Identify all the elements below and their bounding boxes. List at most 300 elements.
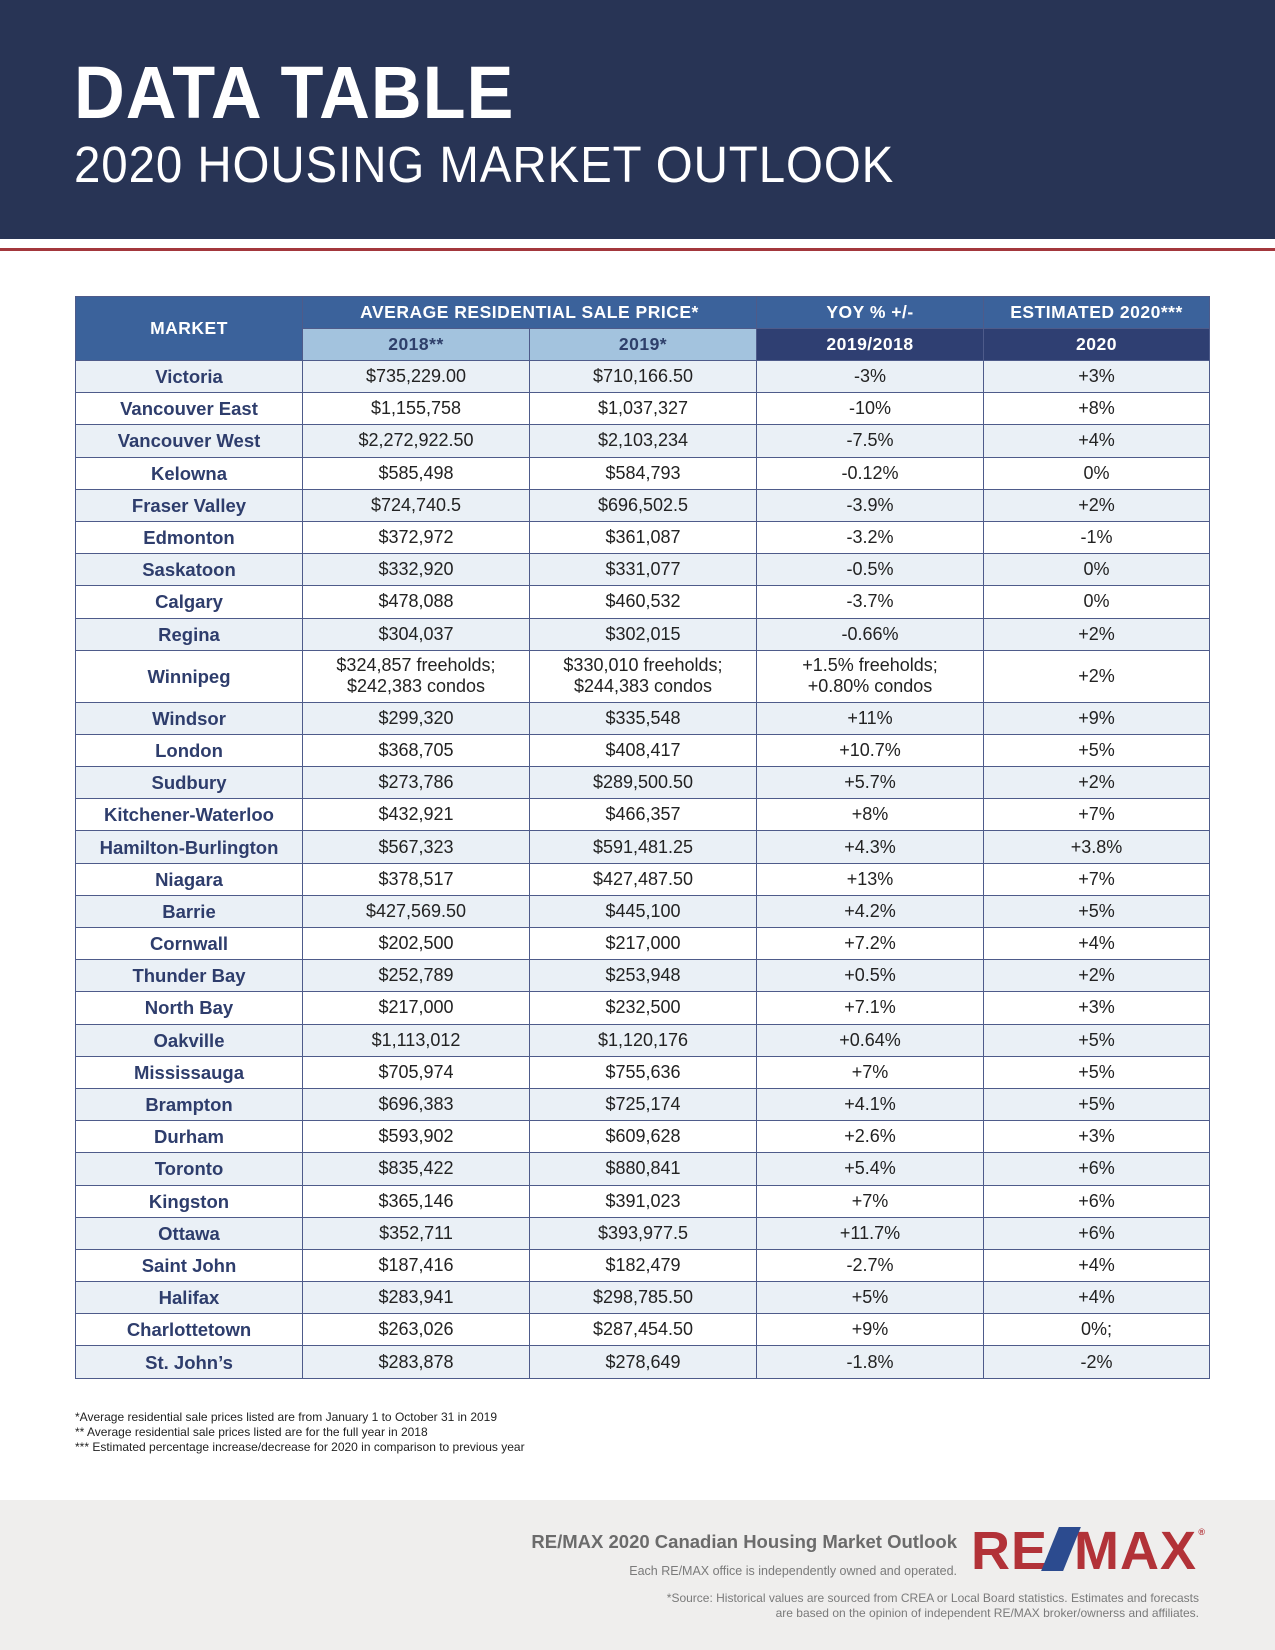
header-avg-price: AVERAGE RESIDENTIAL SALE PRICE* xyxy=(303,297,757,329)
estimate-2020-cell-text: 0%; xyxy=(1080,1319,1113,1340)
market-cell xyxy=(76,521,303,553)
price-2019-cell-text: $408,417 xyxy=(605,739,681,760)
estimate-2020-cell-text: +5% xyxy=(1078,1094,1115,1115)
price-2018-cell xyxy=(303,554,530,586)
market-cell xyxy=(76,1314,303,1346)
yoy-change-cell-text: +9% xyxy=(851,1319,889,1340)
yoy-change-cell xyxy=(757,618,984,650)
price-2019-cell xyxy=(530,734,757,766)
estimate-2020-cell xyxy=(984,863,1210,895)
price-2019-cell xyxy=(530,1088,757,1120)
price-2018-cell xyxy=(303,1088,530,1120)
yoy-change-cell xyxy=(757,799,984,831)
estimate-2020-cell xyxy=(984,618,1210,650)
table-row xyxy=(76,895,1210,927)
price-2019-cell xyxy=(530,650,757,702)
price-2019-cell-text: $725,174 xyxy=(605,1094,681,1115)
price-2019-cell-text: $302,015 xyxy=(605,623,681,644)
yoy-change-cell xyxy=(757,1314,984,1346)
price-2019-cell xyxy=(530,393,757,425)
table-row xyxy=(76,489,1210,521)
table-row xyxy=(76,618,1210,650)
market-cell xyxy=(76,1185,303,1217)
table-row xyxy=(76,650,1210,702)
table-row xyxy=(76,1056,1210,1088)
price-2018-cell-text: $585,498 xyxy=(378,462,454,483)
price-2019-cell-text: $710,166.50 xyxy=(592,366,694,387)
yoy-change-cell-text: +11% xyxy=(847,707,893,728)
market-cell xyxy=(76,1056,303,1088)
price-2018-cell xyxy=(303,361,530,393)
price-2019-cell-text: $591,481.25 xyxy=(592,836,694,857)
estimate-2020-cell-text: +3% xyxy=(1078,366,1115,387)
price-2018-cell xyxy=(303,767,530,799)
yoy-change-cell-text: -7.5% xyxy=(846,430,894,451)
estimate-2020-cell xyxy=(984,1121,1210,1153)
estimate-2020-cell xyxy=(984,702,1210,734)
market-cell-text: Toronto xyxy=(154,1158,224,1180)
yoy-change-cell-text: +7% xyxy=(851,1190,889,1211)
market-cell-text: Ottawa xyxy=(158,1222,220,1244)
estimate-2020-cell xyxy=(984,1249,1210,1281)
footer-tagline: Each RE/MAX office is independently owned and operated. xyxy=(629,1564,957,1578)
market-cell-text: Kingston xyxy=(148,1190,230,1212)
price-2019-cell-text: $427,487.50 xyxy=(592,868,694,889)
market-cell-text: Mississauga xyxy=(133,1061,245,1083)
price-2018-cell xyxy=(303,1185,530,1217)
estimate-2020-cell-text: +5% xyxy=(1078,1061,1115,1082)
price-2018-cell-text: $332,920 xyxy=(378,559,454,580)
estimate-2020-cell xyxy=(984,393,1210,425)
market-cell-text: Cornwall xyxy=(149,933,229,955)
yoy-change-cell xyxy=(757,554,984,586)
estimate-2020-cell-text: +6% xyxy=(1078,1222,1115,1243)
price-2018-cell-text: $273,786 xyxy=(378,772,454,793)
price-2018-cell xyxy=(303,650,530,702)
yoy-change-cell xyxy=(757,1024,984,1056)
estimate-2020-cell xyxy=(984,1185,1210,1217)
yoy-change-cell-text: -3.7% xyxy=(846,591,894,612)
price-2018-cell-text: $478,088 xyxy=(378,591,454,612)
price-2019-cell-text: $330,010 freeholds; xyxy=(563,655,723,676)
page-header-banner xyxy=(0,0,1275,239)
estimate-2020-cell-text: +5% xyxy=(1078,900,1115,921)
yoy-change-cell-text-secondary: +0.80% condos xyxy=(807,676,933,697)
estimate-2020-cell xyxy=(984,1282,1210,1314)
yoy-change-cell-text: +7% xyxy=(851,1061,889,1082)
yoy-change-cell xyxy=(757,928,984,960)
yoy-change-cell xyxy=(757,650,984,702)
estimate-2020-cell-text: 0% xyxy=(1083,559,1110,580)
market-cell-text: St. John’s xyxy=(145,1351,233,1373)
estimate-2020-cell xyxy=(984,1056,1210,1088)
market-cell xyxy=(76,425,303,457)
price-2019-cell xyxy=(530,361,757,393)
market-cell xyxy=(76,767,303,799)
table-row xyxy=(76,425,1210,457)
market-cell-text: Halifax xyxy=(158,1287,220,1309)
market-cell-text: Charlottetown xyxy=(126,1319,252,1341)
estimate-2020-cell-text: +3% xyxy=(1078,997,1115,1018)
yoy-change-cell-text: +5.7% xyxy=(844,772,896,793)
price-2019-cell xyxy=(530,928,757,960)
price-2018-cell xyxy=(303,960,530,992)
estimate-2020-cell-text: +3% xyxy=(1078,1126,1115,1147)
estimate-2020-cell-text: -2% xyxy=(1080,1351,1113,1372)
price-2019-cell xyxy=(530,1185,757,1217)
estimate-2020-cell xyxy=(984,361,1210,393)
yoy-change-cell-text: +7.2% xyxy=(844,933,896,954)
estimate-2020-cell-text: +4% xyxy=(1078,1254,1115,1275)
market-cell xyxy=(76,992,303,1024)
estimate-2020-cell xyxy=(984,992,1210,1024)
estimate-2020-cell-text: +4% xyxy=(1078,933,1115,954)
footnote: *** Estimated percentage increase/decrease for 2020 in comparison to previous year xyxy=(75,1440,525,1454)
yoy-change-cell-text: -0.5% xyxy=(846,559,894,580)
price-2019-cell xyxy=(530,1121,757,1153)
yoy-change-cell xyxy=(757,767,984,799)
price-2018-cell-text: $1,155,758 xyxy=(370,398,462,419)
table-row xyxy=(76,1153,1210,1185)
market-cell-text: Vancouver East xyxy=(120,398,258,420)
estimate-2020-cell xyxy=(984,489,1210,521)
price-2018-cell xyxy=(303,1217,530,1249)
price-2018-cell xyxy=(303,831,530,863)
estimate-2020-cell-text: +8% xyxy=(1078,398,1115,419)
price-2018-cell-text: $263,026 xyxy=(378,1319,454,1340)
header-divider xyxy=(0,248,1275,251)
estimate-2020-cell-text: +2% xyxy=(1078,494,1115,515)
price-2019-cell-text: $755,636 xyxy=(605,1061,681,1082)
price-2019-cell-text: $609,628 xyxy=(605,1126,681,1147)
market-cell-text: Thunder Bay xyxy=(132,965,246,987)
price-2019-cell-text: $696,502.5 xyxy=(597,494,689,515)
price-2018-cell-text: $735,229.00 xyxy=(365,366,467,387)
yoy-change-cell-text: +11.7% xyxy=(839,1222,901,1243)
market-cell xyxy=(76,650,303,702)
table-row xyxy=(76,1024,1210,1056)
price-2019-cell xyxy=(530,863,757,895)
price-2018-cell-text: $835,422 xyxy=(378,1158,454,1179)
yoy-change-cell xyxy=(757,1249,984,1281)
yoy-change-cell xyxy=(757,992,984,1024)
price-2019-cell-text: $445,100 xyxy=(605,900,681,921)
market-cell xyxy=(76,960,303,992)
price-2018-cell-text: $372,972 xyxy=(378,527,454,548)
price-2019-cell xyxy=(530,767,757,799)
price-2018-cell xyxy=(303,1346,530,1378)
price-2018-cell-text: $378,517 xyxy=(378,868,454,889)
estimate-2020-cell xyxy=(984,650,1210,702)
yoy-change-cell xyxy=(757,1346,984,1378)
market-cell xyxy=(76,702,303,734)
market-cell-text: Windsor xyxy=(152,707,226,729)
header-yoy: YOY % +/- xyxy=(757,297,984,329)
page-footer xyxy=(0,1500,1275,1650)
yoy-change-cell xyxy=(757,1088,984,1120)
price-2018-cell-text: $365,146 xyxy=(378,1190,454,1211)
price-2019-cell-text: $1,037,327 xyxy=(597,398,689,419)
price-2018-cell xyxy=(303,895,530,927)
footnote: *Average residential sale prices listed are from January 1 to October 31 in 2019 xyxy=(75,1410,498,1424)
table-row xyxy=(76,1217,1210,1249)
price-2019-cell-text: $584,793 xyxy=(605,462,681,483)
price-2019-cell-text: $287,454.50 xyxy=(592,1319,694,1340)
price-2019-cell-text: $182,479 xyxy=(605,1254,681,1275)
market-cell xyxy=(76,1249,303,1281)
price-2019-cell-text: $232,500 xyxy=(605,997,681,1018)
market-cell xyxy=(76,1121,303,1153)
market-cell-text: Durham xyxy=(154,1126,224,1148)
price-2019-cell xyxy=(530,1346,757,1378)
table-row xyxy=(76,831,1210,863)
price-2018-cell xyxy=(303,586,530,618)
source-line: are based on the opinion of independent RE/MAX broker/ownerss and affiliates. xyxy=(775,1606,1199,1620)
yoy-change-cell xyxy=(757,489,984,521)
market-cell xyxy=(76,831,303,863)
market-cell xyxy=(76,554,303,586)
price-2018-cell xyxy=(303,457,530,489)
yoy-change-cell xyxy=(757,960,984,992)
price-2018-cell xyxy=(303,1024,530,1056)
market-cell xyxy=(76,734,303,766)
estimate-2020-cell-text: +4% xyxy=(1078,1287,1115,1308)
estimate-2020-cell-text: +7% xyxy=(1078,868,1115,889)
estimate-2020-cell-text: 0% xyxy=(1083,462,1110,483)
table-row xyxy=(76,457,1210,489)
price-2019-cell-text: $361,087 xyxy=(605,527,681,548)
market-cell-text: Regina xyxy=(158,623,220,645)
price-2018-cell-text: $593,902 xyxy=(378,1126,454,1147)
market-cell-text: Calgary xyxy=(155,591,223,613)
market-cell xyxy=(76,489,303,521)
registered-trademark-icon: ® xyxy=(1198,1527,1206,1537)
subheader-yoy: 2019/2018 xyxy=(757,329,984,361)
yoy-change-cell-text: +13% xyxy=(846,868,894,889)
yoy-change-cell xyxy=(757,734,984,766)
footnote: ** Average residential sale prices listed are for the full year in 2018 xyxy=(75,1425,428,1439)
market-cell-text: Kelowna xyxy=(150,462,228,484)
estimate-2020-cell-text: +4% xyxy=(1078,430,1115,451)
table-row xyxy=(76,1346,1210,1378)
footer-source-note xyxy=(499,1591,1199,1621)
table-row xyxy=(76,393,1210,425)
market-cell xyxy=(76,863,303,895)
price-2018-cell-text: $299,320 xyxy=(378,707,454,728)
table-row xyxy=(76,734,1210,766)
table-row xyxy=(76,992,1210,1024)
market-cell xyxy=(76,1217,303,1249)
table-row xyxy=(76,586,1210,618)
price-2019-cell xyxy=(530,831,757,863)
remax-logo xyxy=(970,1521,1206,1581)
price-2018-cell-text: $368,705 xyxy=(378,739,454,760)
price-2018-cell-text: $324,857 freeholds; xyxy=(336,655,496,676)
price-2019-cell-text: $2,103,234 xyxy=(597,430,689,451)
table-row xyxy=(76,1088,1210,1120)
estimate-2020-cell-text: +3.8% xyxy=(1070,836,1123,857)
estimate-2020-cell xyxy=(984,554,1210,586)
subheader-2019: 2019* xyxy=(530,329,757,361)
yoy-change-cell xyxy=(757,1217,984,1249)
estimate-2020-cell xyxy=(984,1153,1210,1185)
estimate-2020-cell xyxy=(984,895,1210,927)
price-2018-cell xyxy=(303,928,530,960)
estimate-2020-cell xyxy=(984,1314,1210,1346)
price-2018-cell xyxy=(303,521,530,553)
price-2019-cell xyxy=(530,618,757,650)
price-2018-cell-text: $567,323 xyxy=(378,836,454,857)
yoy-change-cell-text: -0.66% xyxy=(841,623,899,644)
estimate-2020-cell-text: +5% xyxy=(1078,1029,1115,1050)
price-2019-cell-text: $253,948 xyxy=(605,965,681,986)
estimate-2020-cell-text: +2% xyxy=(1078,965,1115,986)
source-line: *Source: Historical values are sourced from CREA or Local Board statistics. Estimates and forecasts xyxy=(666,1591,1199,1605)
footer-title: RE/MAX 2020 Canadian Housing Market Outlook xyxy=(531,1531,957,1552)
price-2019-cell xyxy=(530,1153,757,1185)
logo-text-re: RE xyxy=(970,1521,1048,1581)
price-2019-cell-text: $393,977.5 xyxy=(597,1222,689,1243)
market-cell-text: Vancouver West xyxy=(117,430,261,452)
market-cell-text: Fraser Valley xyxy=(131,494,247,516)
estimate-2020-cell xyxy=(984,1024,1210,1056)
price-2018-cell-text: $217,000 xyxy=(378,997,454,1018)
price-2018-cell xyxy=(303,992,530,1024)
header-estimated: ESTIMATED 2020*** xyxy=(984,297,1210,329)
yoy-change-cell xyxy=(757,1185,984,1217)
price-2018-cell-text: $202,500 xyxy=(378,933,454,954)
price-2019-cell xyxy=(530,1217,757,1249)
estimate-2020-cell xyxy=(984,767,1210,799)
price-2019-cell-text: $466,357 xyxy=(605,804,681,825)
yoy-change-cell xyxy=(757,361,984,393)
table-row xyxy=(76,1314,1210,1346)
footnotes xyxy=(75,1410,525,1455)
estimate-2020-cell xyxy=(984,457,1210,489)
yoy-change-cell-text: +5% xyxy=(851,1287,889,1308)
price-2019-cell xyxy=(530,1024,757,1056)
price-2018-cell xyxy=(303,489,530,521)
price-2019-cell xyxy=(530,554,757,586)
price-2018-cell-text: $705,974 xyxy=(378,1061,454,1082)
market-cell xyxy=(76,361,303,393)
estimate-2020-cell-text: +2% xyxy=(1078,623,1115,644)
price-2018-cell xyxy=(303,1282,530,1314)
price-2018-cell xyxy=(303,425,530,457)
market-cell-text: Oakville xyxy=(153,1029,225,1051)
market-cell-text: North Bay xyxy=(144,997,234,1019)
market-cell-text: Victoria xyxy=(155,366,223,388)
price-2018-cell xyxy=(303,1056,530,1088)
market-cell-text: Kitchener-Waterloo xyxy=(104,804,274,826)
market-cell xyxy=(76,1346,303,1378)
price-2019-cell-text: $278,649 xyxy=(605,1351,681,1372)
price-2019-cell xyxy=(530,992,757,1024)
price-2018-cell xyxy=(303,1153,530,1185)
estimate-2020-cell xyxy=(984,1217,1210,1249)
price-2018-cell xyxy=(303,618,530,650)
price-2018-cell-text-secondary: $242,383 condos xyxy=(346,676,486,697)
yoy-change-cell xyxy=(757,831,984,863)
yoy-change-cell-text: -1.8% xyxy=(846,1351,894,1372)
market-cell-text: Edmonton xyxy=(143,527,235,549)
price-2018-cell-text: $283,941 xyxy=(378,1287,454,1308)
estimate-2020-cell xyxy=(984,734,1210,766)
subheader-2018: 2018** xyxy=(303,329,530,361)
yoy-change-cell xyxy=(757,457,984,489)
yoy-change-cell-text: -2.7% xyxy=(846,1254,894,1275)
market-cell xyxy=(76,1088,303,1120)
table-body xyxy=(76,361,1210,1379)
table-row xyxy=(76,1121,1210,1153)
price-2018-cell xyxy=(303,393,530,425)
table-row xyxy=(76,554,1210,586)
price-2018-cell-text: $283,878 xyxy=(378,1351,454,1372)
price-2018-cell-text: $432,921 xyxy=(378,804,454,825)
price-2018-cell xyxy=(303,1249,530,1281)
market-cell-text: Saskatoon xyxy=(142,559,236,581)
market-cell xyxy=(76,457,303,489)
price-2019-cell xyxy=(530,489,757,521)
header-market: MARKET xyxy=(76,297,303,361)
price-2018-cell xyxy=(303,702,530,734)
price-2018-cell-text: $352,711 xyxy=(379,1222,453,1243)
price-2019-cell-text-secondary: $244,383 condos xyxy=(573,676,713,697)
housing-data-table xyxy=(75,296,1210,1379)
price-2018-cell-text: $1,113,012 xyxy=(371,1029,461,1050)
market-cell xyxy=(76,393,303,425)
price-2018-cell-text: $252,789 xyxy=(378,965,454,986)
table-row xyxy=(76,1185,1210,1217)
estimate-2020-cell-text: +9% xyxy=(1078,707,1115,728)
price-2019-cell xyxy=(530,799,757,831)
price-2018-cell-text: $696,383 xyxy=(378,1094,454,1115)
yoy-change-cell xyxy=(757,1121,984,1153)
price-2019-cell xyxy=(530,1249,757,1281)
table-row xyxy=(76,361,1210,393)
market-cell xyxy=(76,928,303,960)
table-row xyxy=(76,1282,1210,1314)
yoy-change-cell-text: +7.1% xyxy=(844,997,896,1018)
market-cell xyxy=(76,1153,303,1185)
yoy-change-cell-text: +0.64% xyxy=(839,1029,901,1050)
estimate-2020-cell-text: +5% xyxy=(1078,739,1115,760)
market-cell-text: Winnipeg xyxy=(147,665,231,687)
price-2018-cell-text: $2,272,922.50 xyxy=(358,430,474,451)
price-2019-cell-text: $298,785.50 xyxy=(592,1287,694,1308)
price-2019-cell xyxy=(530,425,757,457)
market-cell-text: Niagara xyxy=(155,868,223,890)
price-2018-cell-text: $724,740.5 xyxy=(370,494,462,515)
estimate-2020-cell-text: +7% xyxy=(1078,804,1115,825)
yoy-change-cell-text: +8% xyxy=(851,804,889,825)
price-2019-cell xyxy=(530,960,757,992)
price-2019-cell xyxy=(530,521,757,553)
yoy-change-cell-text: +4.3% xyxy=(844,836,896,857)
yoy-change-cell-text: -3.9% xyxy=(846,494,894,515)
estimate-2020-cell-text: +2% xyxy=(1078,772,1115,793)
yoy-change-cell xyxy=(757,895,984,927)
price-2019-cell xyxy=(530,702,757,734)
yoy-change-cell-text: -3% xyxy=(853,366,886,387)
price-2019-cell xyxy=(530,1056,757,1088)
price-2019-cell-text: $331,077 xyxy=(605,559,681,580)
market-cell xyxy=(76,895,303,927)
yoy-change-cell xyxy=(757,1282,984,1314)
estimate-2020-cell-text: +6% xyxy=(1078,1158,1115,1179)
yoy-change-cell xyxy=(757,393,984,425)
table-row xyxy=(76,702,1210,734)
